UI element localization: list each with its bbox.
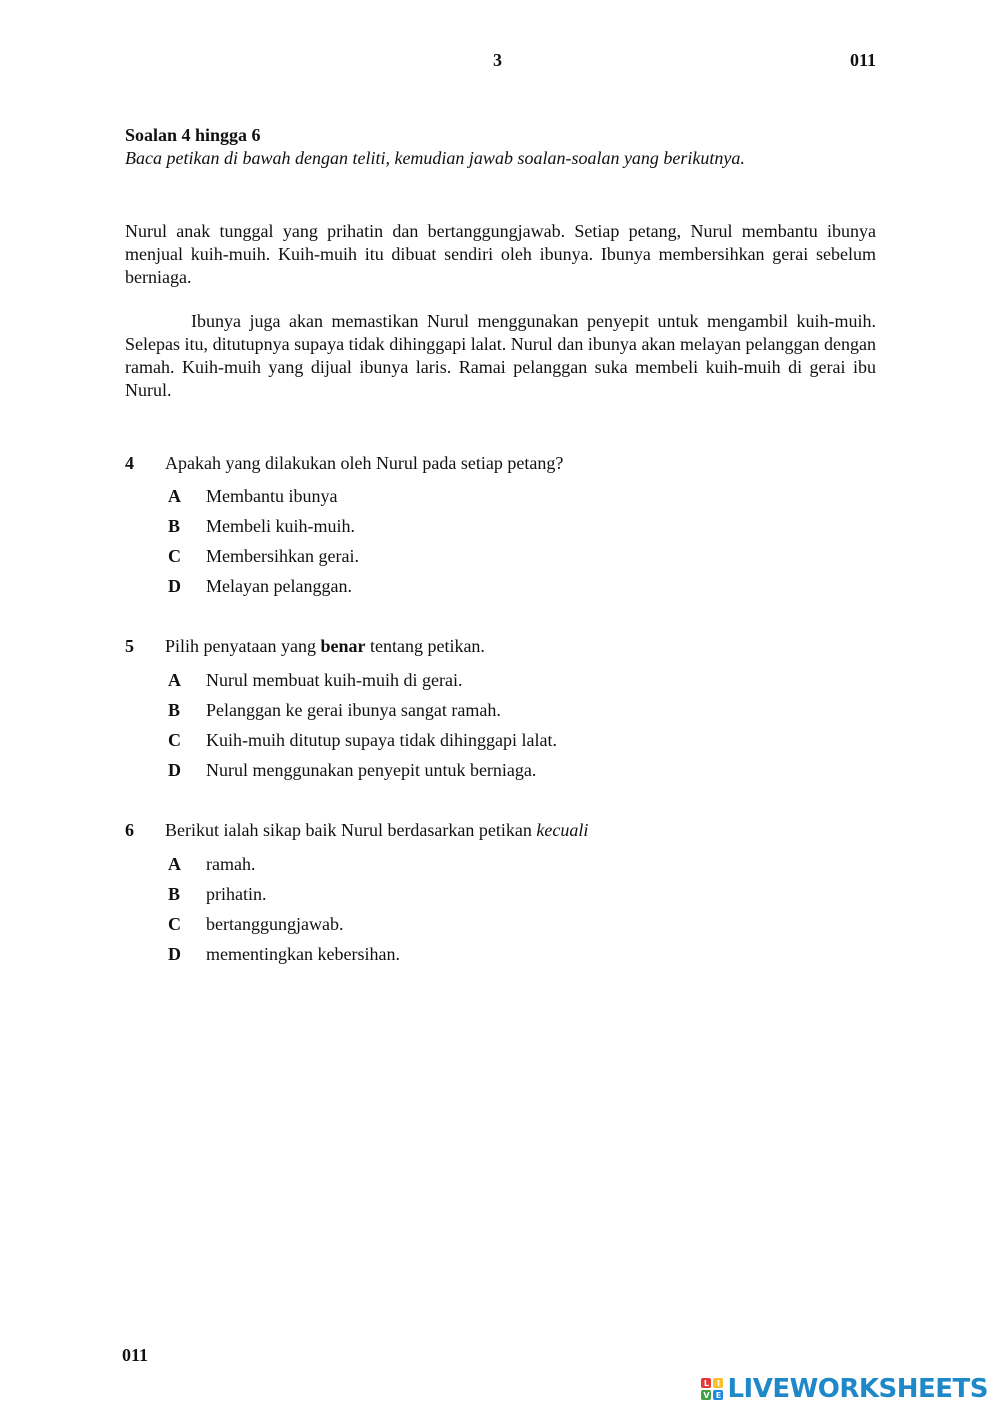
q4-option-letter-b: B: [168, 516, 181, 536]
q6-option-c[interactable]: bertanggungjawab.: [206, 914, 344, 934]
q4-option-letter-c: C: [168, 546, 181, 566]
q6-option-letter-b: B: [168, 884, 181, 904]
q6-text-before: Berikut ialah sikap baik Nurul berdasarkan petikan: [165, 820, 537, 840]
page-number: 3: [493, 50, 502, 70]
q5-text-after: tentang petikan.: [365, 636, 485, 656]
q5-option-b[interactable]: Pelanggan ke gerai ibunya sangat ramah.: [206, 700, 501, 720]
q5-text-before: Pilih penyataan yang: [165, 636, 321, 656]
logo-grid-cell: E: [713, 1390, 723, 1400]
section-title: Soalan 4 hingga 6: [125, 125, 261, 145]
question-number-4: 4: [125, 453, 134, 473]
q6-option-letter-d: D: [168, 944, 181, 964]
section-instruction: Baca petikan di bawah dengan teliti, kemudian jawab soalan-soalan yang berikutnya.: [125, 148, 745, 168]
paper-code-bottom: 011: [122, 1345, 149, 1365]
q5-option-c[interactable]: Kuih-muih ditutup supaya tidak dihinggapi lalat.: [206, 730, 557, 750]
q5-option-letter-a: A: [168, 670, 181, 690]
q4-option-letter-a: A: [168, 486, 181, 506]
q6-option-b[interactable]: prihatin.: [206, 884, 267, 904]
q5-option-d[interactable]: Nurul menggunakan penyepit untuk berniaga.: [206, 760, 537, 780]
q4-option-d[interactable]: Melayan pelanggan.: [206, 576, 352, 596]
q5-option-a[interactable]: Nurul membuat kuih-muih di gerai.: [206, 670, 463, 690]
q6-text-italic: kecuali: [536, 820, 589, 840]
logo-grid-cell: L: [701, 1378, 711, 1388]
question-number-5: 5: [125, 636, 134, 656]
paper-code-top: 011: [850, 50, 877, 70]
question-number-6: 6: [125, 820, 134, 840]
passage-paragraph-2: Ibunya juga akan memastikan Nurul menggunakan penyepit untuk mengambil kuih-muih. Selepas itu, ditutupnya supaya tidak dihinggapi lalat. Nurul dan ibunya akan melayan pelanggan dengan ramah. Kuih-muih yang dijual ibunya laris. Ramai pelanggan suka membeli kuih-muih di gerai ibu Nurul.: [125, 311, 876, 400]
q4-option-a[interactable]: Membantu ibunya: [206, 486, 338, 506]
q5-option-letter-d: D: [168, 760, 181, 780]
question-text-6: [165, 820, 588, 841]
q4-option-c[interactable]: Membersihkan gerai.: [206, 546, 359, 566]
q4-option-letter-d: D: [168, 576, 181, 596]
liveworksheets-logo[interactable]: [701, 1374, 988, 1404]
q5-option-letter-b: B: [168, 700, 181, 720]
q6-option-a[interactable]: ramah.: [206, 854, 256, 874]
logo-grid-cell: I: [713, 1378, 723, 1388]
passage-paragraph-1: Nurul anak tunggal yang prihatin dan bertanggungjawab. Setiap petang, Nurul membantu ibunya menjual kuih-muih. Kuih-muih itu dibuat sendiri oleh ibunya. Ibunya membersihkan gerai sebelum berniaga.: [125, 221, 876, 287]
q5-text-bold: benar: [320, 636, 366, 656]
liveworksheets-logo-icon: [701, 1378, 723, 1400]
q5-option-letter-c: C: [168, 730, 181, 750]
q6-option-letter-c: C: [168, 914, 181, 934]
q4-option-b[interactable]: Membeli kuih-muih.: [206, 516, 355, 536]
q6-option-letter-a: A: [168, 854, 181, 874]
question-text-5: [165, 636, 485, 657]
logo-grid-cell: V: [703, 1390, 710, 1400]
liveworksheets-logo-text: LIVEWORKSHEETS: [727, 1374, 988, 1404]
q6-option-d[interactable]: mementingkan kebersihan.: [206, 944, 400, 964]
question-text-4: Apakah yang dilakukan oleh Nurul pada setiap petang?: [165, 453, 564, 473]
